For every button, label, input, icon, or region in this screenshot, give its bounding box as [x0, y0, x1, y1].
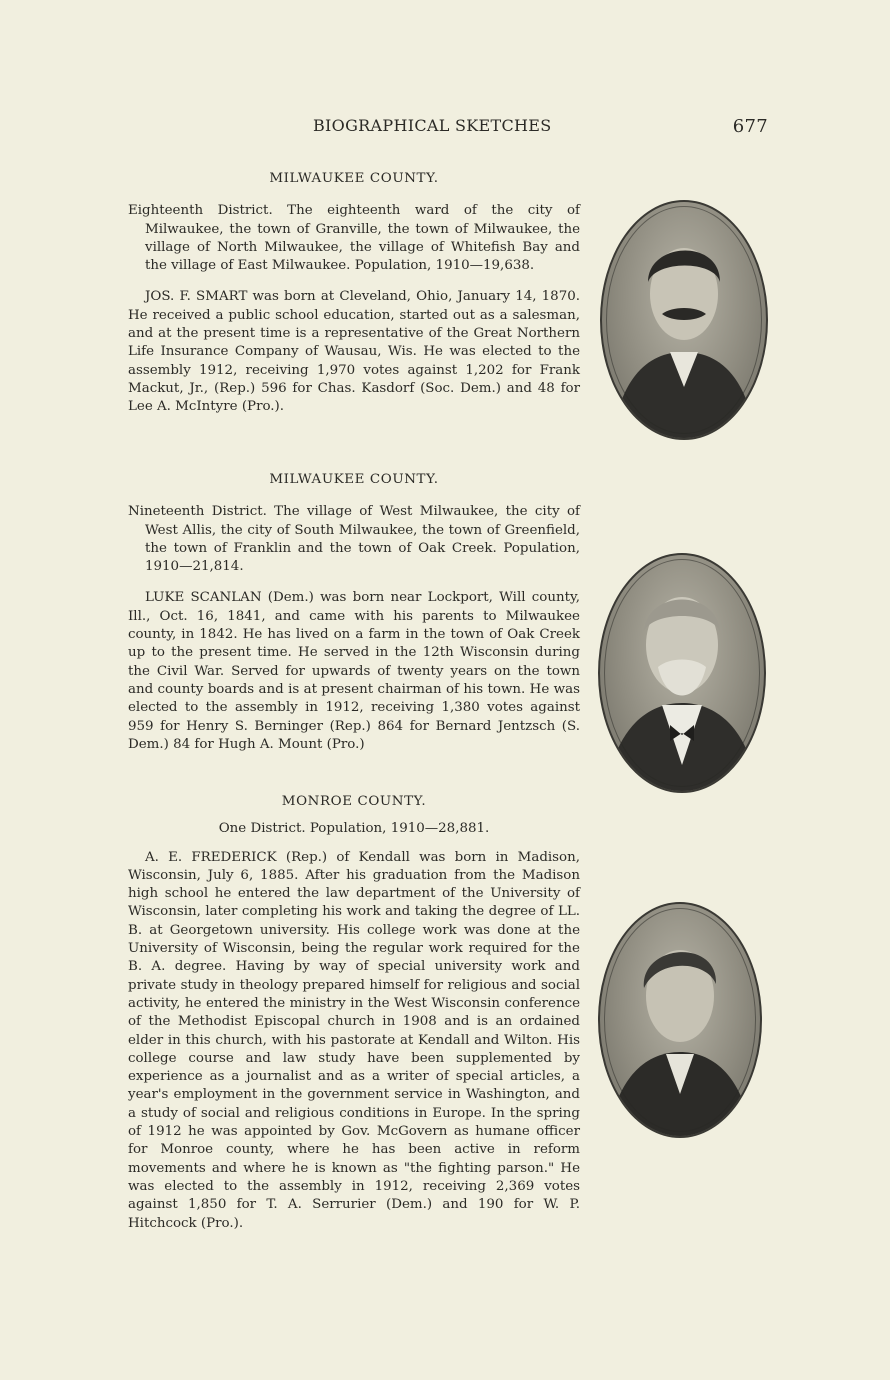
portrait-photo — [600, 200, 768, 440]
section-milwaukee-18 — [128, 170, 580, 417]
county-heading: MILWAUKEE COUNTY. — [269, 472, 439, 487]
county-heading: MONROE COUNTY. — [281, 794, 427, 809]
biography: JOS. F. SMART was born at Cleveland, Ohio, January 14, 1870. He received a public school education, started out as a salesman, and at the present time is a representative of the Great Northern Life Insurance Company of Wausau, Wis. He was elected to the assembly 1912, receiving 1,970 votes against 1,202 for Frank Mackut, Jr., (Rep.) 596 for Chas. Kasdorf (Soc. Dem.) and 48 for Lee A. McIntyre (Pro.). — [128, 289, 580, 415]
portrait-photo — [598, 902, 762, 1138]
section-milwaukee-19 — [128, 471, 580, 754]
portrait-man-beard — [600, 555, 764, 791]
portrait-man-mustache — [602, 202, 766, 438]
section-monroe — [128, 793, 580, 1233]
portrait-photo — [598, 553, 766, 793]
running-title: BIOGRAPHICAL SKETCHES — [313, 116, 552, 135]
biography: A. E. FREDERICK (Rep.) of Kendall was born in Madison, Wisconsin, July 6, 1885. After his graduation from the Madison high school he entered the law department of the University of Wisconsin, later completing his work and taking the degree of LL. B. at Georgetown university. His college work was done at the University of Wisconsin, being the regular work required for the B. A. degree. Having by way of special university work and private study in theology prepared himself for religious and social activity, he entered the ministry in the West Wisconsin conference of the Methodist Episcopal church in 1908 and is an ordained elder in this church, with his pastorate at Kendall and Wilton. His college course and law study have been supplemented by experience as a journalist and as a writer of special articles, a year's employment in the government service in Washington, and a study of social and religious conditions in Europe. In the spring of 1912 he was appointed by Gov. McGovern as humane officer for Monroe county, where he has been active in reform movements and where he is known as "the fighting parson." He was elected to the assembly in 1912, receiving 2,369 votes against 1,850 for T. A. Serrurier (Dem.) and 190 for W. P. Hitchcock (Pro.). — [128, 849, 580, 1231]
page-number: 677 — [732, 116, 768, 137]
biography: LUKE SCANLAN (Dem.) was born near Lockport, Will county, Ill., Oct. 16, 1841, and came with his parents to Milwaukee county, in 1842. He has lived on a farm in the town of Oak Creek up to the present time. He served in the 12th Wisconsin during the Civil War. Served for upwards of twenty years on the town and county boards and is at present chairman of his town. He was elected to the assembly in 1912, receiving 1,380 votes against 959 for Henry S. Berninger (Rep.) 864 for Bernard Jentzsch (S. Dem.) 84 for Hugh A. Mount (Pro.) — [128, 590, 580, 752]
district-description: Eighteenth District. The eighteenth ward of the city of Milwaukee, the town of Granville, the town of Milwaukee, the village of North Milwaukee, the village of Whitefish Bay and the village of East Milwaukee. Population, 1910—19,638. — [128, 203, 580, 274]
district-description: One District. Population, 1910—28,881. — [218, 821, 490, 837]
portrait-young-man — [600, 904, 760, 1136]
district-description: Nineteenth District. The village of West Milwaukee, the city of West Allis, the city of South Milwaukee, the town of Greenfield, the town of Franklin and the town of Oak Creek. Population, 1910—21,814. — [128, 504, 580, 575]
county-heading: MILWAUKEE COUNTY. — [269, 171, 439, 186]
